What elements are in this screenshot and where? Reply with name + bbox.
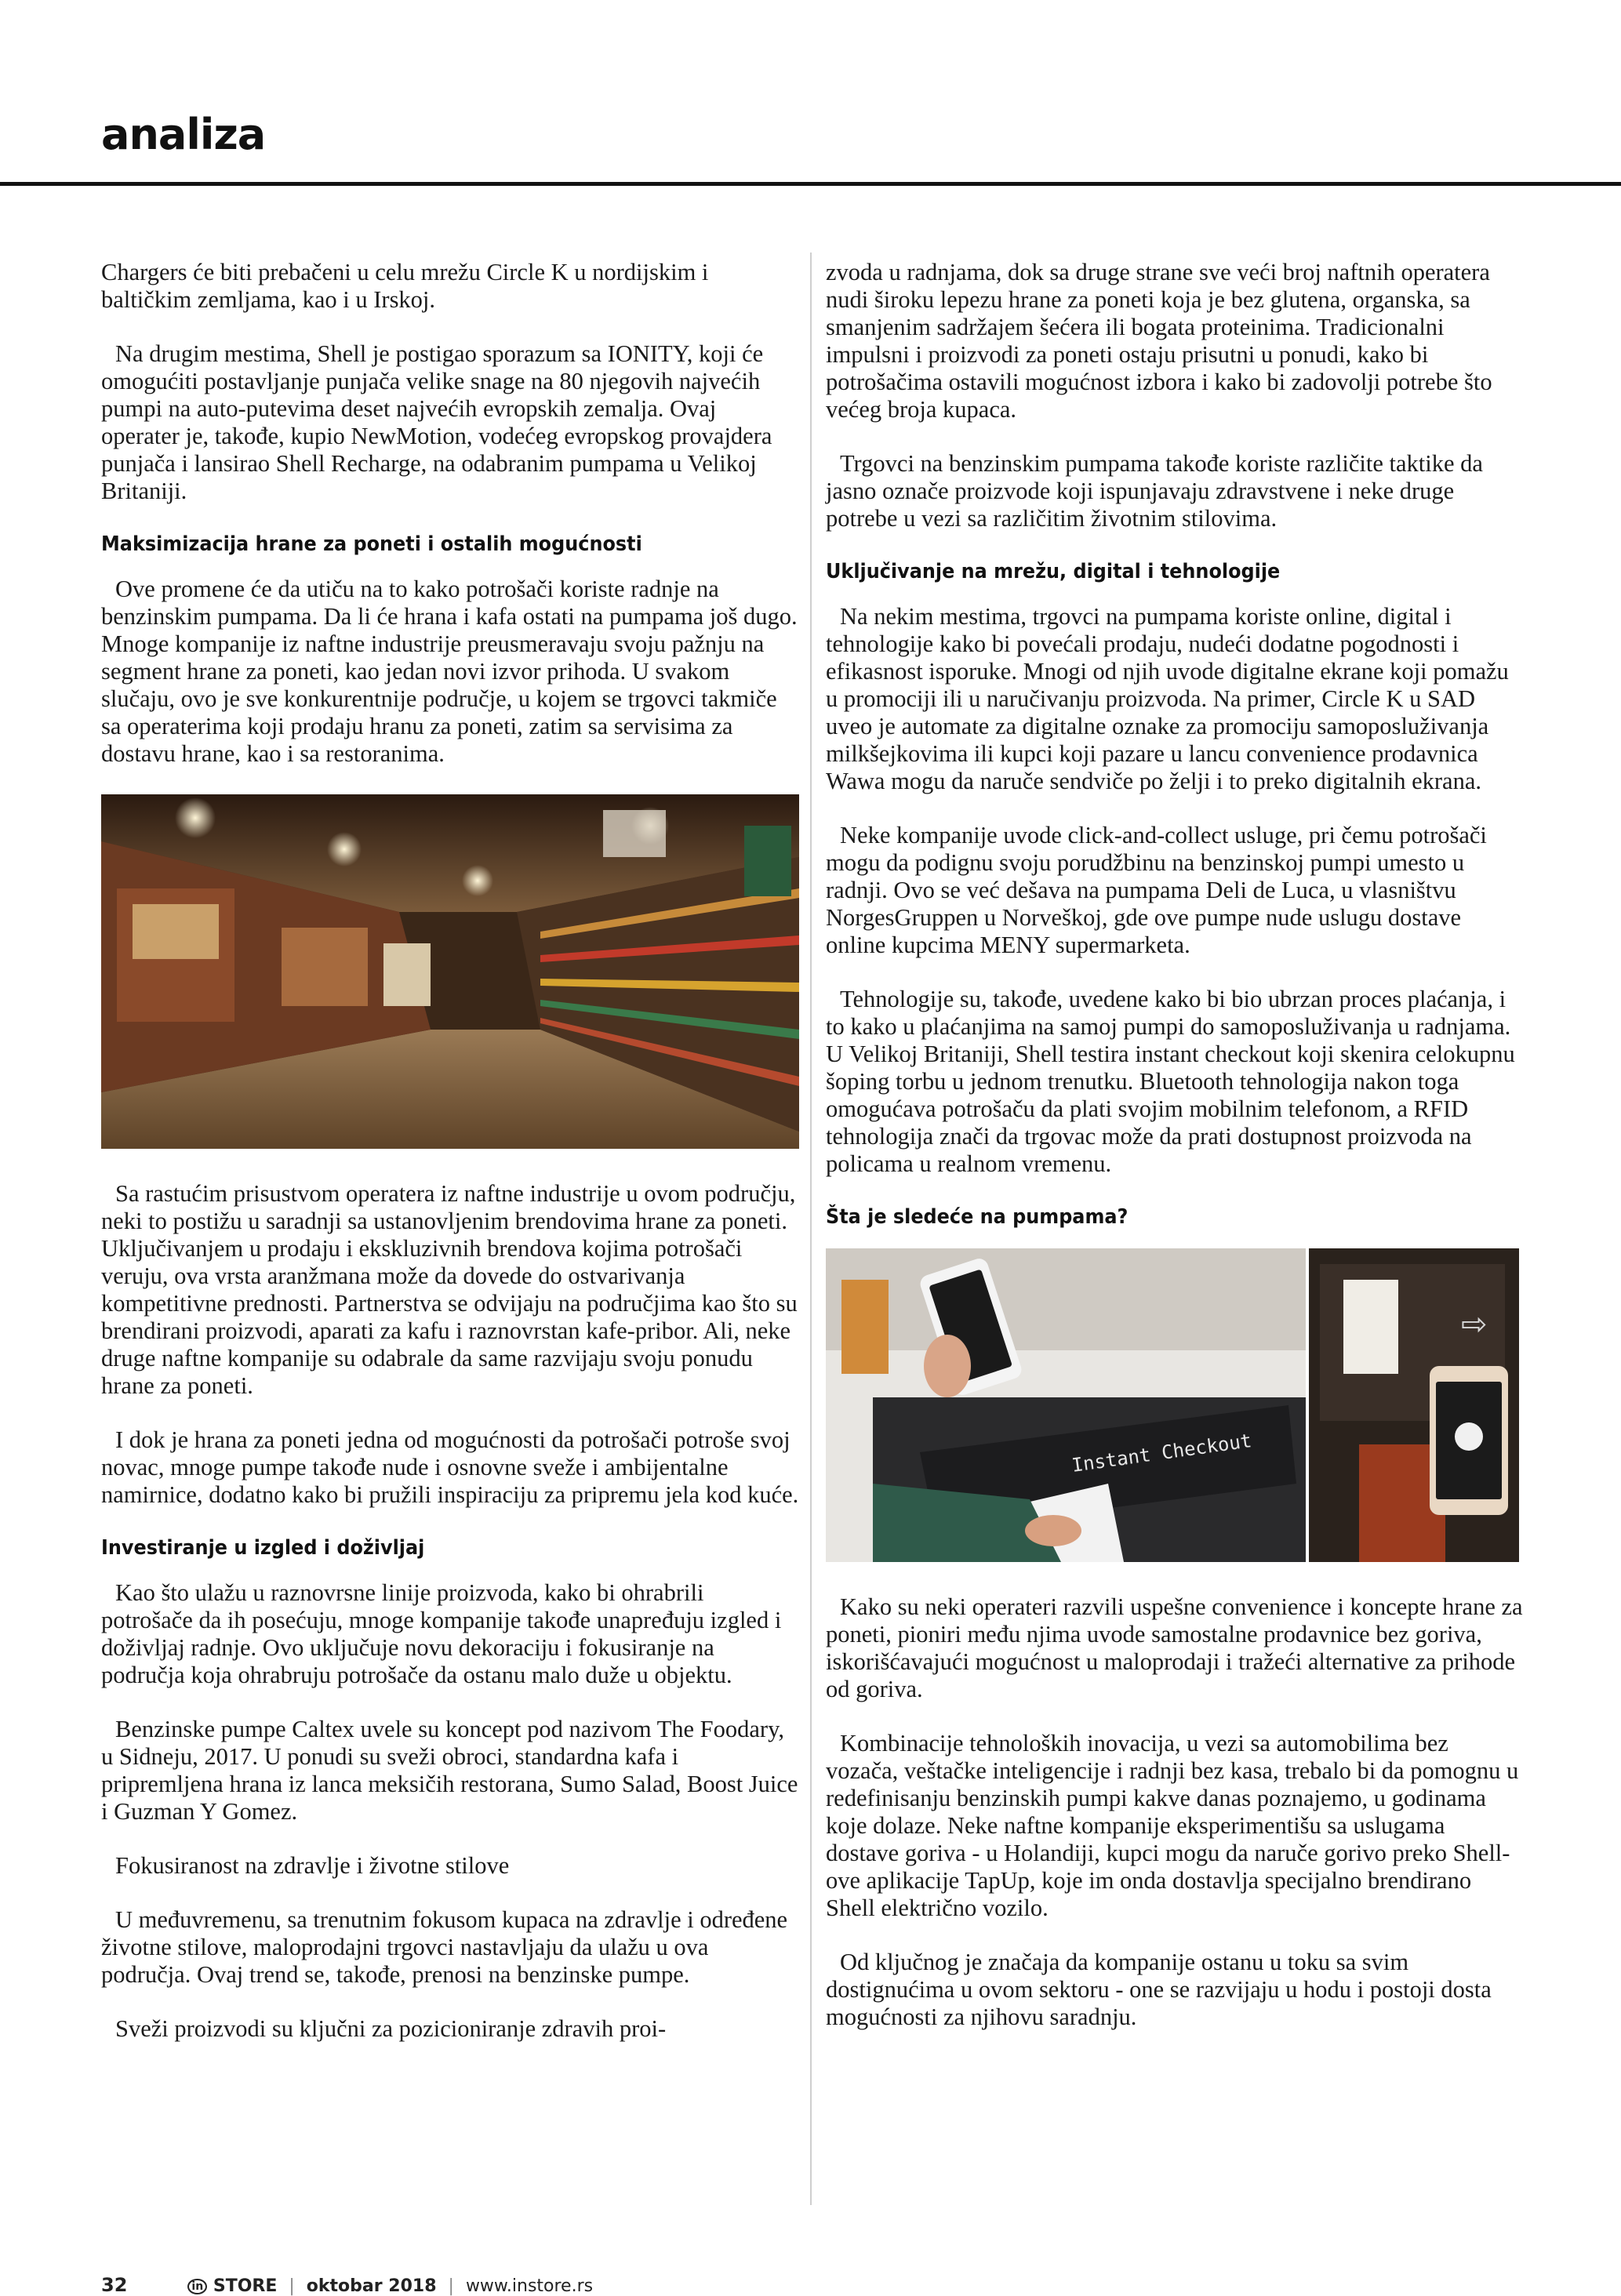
right-column bbox=[826, 259, 1524, 2058]
paragraph: zvoda u radnjama, dok sa druge strane sve veći broj naftnih operatera nudi široku lepezu hrane za poneti koja je bez glutena, organska, sa smanjenim sadržajem šećera ili bogata proteinima. Tradicionalni impulsni i proizvodi za poneti ostaju prisutni u ponudi, kako bi potrošačima ostavili mogućnost izbora i kako bi zadovolji potrebe što većeg broja kupaca. bbox=[826, 259, 1492, 423]
instant-checkout-image bbox=[826, 1248, 1519, 1562]
paragraph: Trgovci na benzinskim pumpama takođe koriste različite taktike da jasno označe proizvode koji ispunjavaju zdravstvene i neke druge potrebe u vezi sa različitim životnim stilovima. bbox=[826, 450, 1483, 532]
paragraph: Chargers će biti prebačeni u celu mrežu Circle K u nordijskim i baltičkim zemljama, kao i u Irskoj. bbox=[101, 259, 709, 313]
subheading: Maksimizacija hrane za poneti i ostalih mogućnosti bbox=[101, 532, 642, 556]
paragraph: Sveži proizvodi su ključni za pozicioniranje zdravih proi- bbox=[115, 2015, 667, 2042]
website-url: www.instore.rs bbox=[465, 2276, 594, 2296]
header-rule bbox=[0, 182, 1621, 186]
paragraph: Na drugim mestima, Shell je postigao sporazum sa IONITY, koji će omogućiti postavljanje punjača velike snage na 80 njegovih najvećih pumpi na auto-putevima deset najvećih evropskih zemalja. Ovaj operater je, takođe, kupio NewMotion, vodećeg evropskog provajdera punjača i lansirao Shell Recharge, na odabranim pumpama u Velikoj Britaniji. bbox=[101, 340, 772, 504]
issue-date: oktobar 2018 bbox=[306, 2276, 437, 2296]
footer-separator: | bbox=[448, 2276, 454, 2296]
footer-separator: | bbox=[289, 2276, 295, 2296]
logo-text: STORE bbox=[213, 2276, 278, 2296]
subheading: Investiranje u izgled i doživljaj bbox=[101, 1536, 425, 1560]
paragraph: Ove promene će da utiču na to kako potrošači koriste radnje na benzinskim pumpama. Da li će hrana i kafa ostati na pumpama još dugo. Mnoge kompanije iz naftne industrije preusmeravaju svoju pažnju na segment hrane za poneti, kao jedan novi izvor prihoda. U svakom slučaju, ovo je sve konkurentnije područje, u kojem se trgovci takmiče sa operaterima koji prodaju hranu za poneti, zatim sa servisima za dostavu hrane, kao i sa restoranima. bbox=[101, 576, 798, 767]
kiosk-label: Instant Checkout bbox=[1070, 1430, 1253, 1477]
column-divider bbox=[810, 252, 812, 2205]
paragraph: Fokusiranost na zdravlje i životne stilove bbox=[115, 1852, 510, 1879]
paragraph: Kao što ulažu u raznovrsne linije proizvoda, kako bi ohrabrili potrošače da ih posećuju, mnoge kompanije takođe unapređuju izgled i doživljaj radnje. Ovo uključuje novu dekoraciju i fokusiranje na područja koja ohrabruju potrošače da ostanu malo duže u objektu. bbox=[101, 1579, 782, 1688]
phone-image-2 bbox=[1430, 1366, 1508, 1515]
paragraph: I dok je hrana za poneti jedna od mogućnosti da potrošači potroše svoj novac, mnoge pumpe takođe nude i osnovne sveže i ambijentalne namirnice, dodatno kako bi pružili inspiraciju za pripremu jela kod kuće. bbox=[101, 1426, 799, 1508]
section-title: analiza bbox=[101, 110, 266, 159]
paragraph: U međuvremenu, sa trenutnim fokusom kupaca na zdravlje i određene životne stilove, maloprodajni trgovci nastavljaju da ulažu u ova područja. Ovaj trend se, takođe, prenosi na benzinske pumpe. bbox=[101, 1906, 788, 1988]
paragraph: Tehnologije su, takođe, uvedene kako bi bio ubrzan proces plaćanja, i to kako u plaćanjima na samoj pumpi do samoposluživanja u radnjama. U Velikoj Britaniji, Shell testira instant checkout koji skenira celokupnu šoping torbu u jednom trenutku. Bluetooth tehnologija nakon toga omogućava potrošaču da plati svojim mobilnim telefonom, a RFID tehnologija znači da trgovac može da prati dostupnost proizvoda na policama u realnom vremenu. bbox=[826, 986, 1515, 1177]
paragraph: Od ključnog je značaja da kompanije ostanu u toku sa svim dostignućima u ovom sektoru - one se razvijaju u hodu i postoji dosta mogućnosti za njihovu saradnju. bbox=[826, 1949, 1492, 2030]
store-interior-image bbox=[101, 794, 799, 1149]
paragraph: Kako su neki operateri razvili uspešne convenience i koncepte hrane za poneti, pioniri među njima uvode samostalne prodavnice bez goriva, iskorišćavajući mogućnost u maloprodaji i tražeći alternative za prihode od goriva. bbox=[826, 1593, 1523, 1702]
subheading: Uključivanje na mrežu, digital i tehnologije bbox=[826, 560, 1281, 583]
page-number: 32 bbox=[101, 2274, 128, 2296]
paragraph: Na nekim mestima, trgovci na pumpama koriste online, digital i tehnologije kako bi povećali prodaju, nudeći dodatne pogodnosti i efikasnost isporuke. Mnogi od njih uvode digitalne ekrane koji pomažu u promociji ili u naručivanju proizvoda. Na primer, Circle K u SAD uveo je automate za digitalne oznake za promociju samoposluživanja milkšejkovima ili kupci koji pazare u lancu convenience prodavnica Wawa mogu da naruče sendviče po želji i to preko digitalnih ekrana. bbox=[826, 603, 1509, 794]
paragraph: Sa rastućim prisustvom operatera iz naftne industrije u ovom području, neki to postižu u saradnji sa ustanovljenim brendovima hrane za poneti. Uključivanjem u prodaju i ekskluzivnih brendova kojima potrošači veruju, ova vrsta aranžmana može da dovede do ostvarivanja kompetitivne prednosti. Partnerstva se odvijaju na područjima kao što su brendirani proizvodi, aparati za kafu i raznovrstan kafe-pribor. Ali, neke druge naftne kompanije su odabrale da same razvijaju svoju ponudu hrane za poneti. bbox=[101, 1180, 798, 1399]
left-column bbox=[101, 259, 799, 2069]
svg-text:⇨: ⇨ bbox=[1461, 1306, 1488, 1342]
instant-checkout-photo bbox=[826, 1248, 1519, 1562]
logo bbox=[187, 2276, 277, 2296]
paragraph: Benzinske pumpe Caltex uvele su koncept pod nazivom The Foodary, u Sidneju, 2017. U ponudi su sveži obroci, standardna kafa i pripremljena hrana iz lanca meksičih restorana, Sumo Salad, Boost Juice i Guzman Y Gomez. bbox=[101, 1716, 798, 1825]
logo-mark: in bbox=[187, 2279, 207, 2294]
subheading: Šta je sledeće na pumpama? bbox=[826, 1205, 1129, 1229]
paragraph: Neke kompanije uvode click-and-collect usluge, pri čemu potrošači mogu da podignu svoju porudžbinu na benzinskoj pumpi umesto u radnji. Ovo se već dešava na pumpama Deli de Luca, u vlasništvu NorgesGruppen u Norveškoj, gde ove pumpe nude uslugu dostave online kupcima MENY supermarketa. bbox=[826, 822, 1487, 958]
store-interior-photo bbox=[101, 794, 799, 1149]
page-footer bbox=[101, 2274, 593, 2296]
paragraph: Kombinacije tehnoloških inovacija, u vezi sa automobilima bez vozača, veštačke inteligencije i radnji bez kasa, trebalo bi da pomognu u redefinisanju benzinskih pumpi kakve danas poznajemo, u godinama koje dolaze. Neke naftne kompanije eksperimentišu sa uslugama dostave goriva - u Holandiji, kupci mogu da naruče gorivo preko Shell-ove aplikacije TapUp, koje im onda dostavlja specijalno brendirano Shell električno vozilo. bbox=[826, 1730, 1519, 1921]
